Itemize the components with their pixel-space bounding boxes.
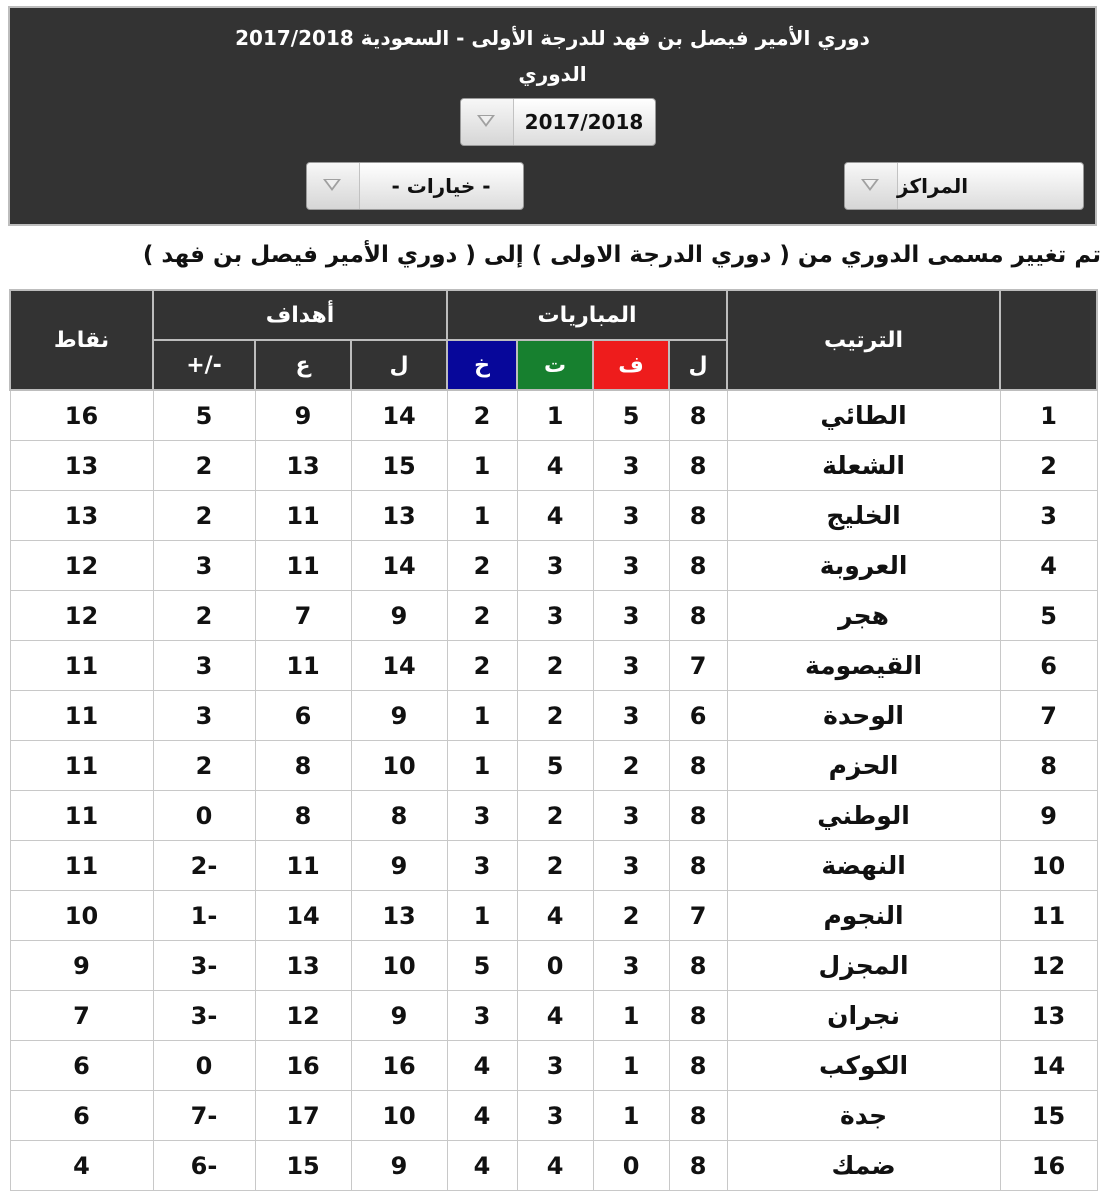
view-select[interactable] <box>844 162 1084 210</box>
played-header: ل <box>669 340 727 390</box>
team-name-cell: المجزل <box>727 941 1000 991</box>
drawn-cell: 3 <box>517 541 593 591</box>
table-row <box>10 991 1097 1041</box>
rank-header: الترتيب <box>727 290 1000 390</box>
goals-against-cell: 8 <box>255 791 351 841</box>
goals-against-cell: 13 <box>255 441 351 491</box>
lost-cell: 1 <box>447 691 517 741</box>
points-cell: 13 <box>10 441 153 491</box>
goal-diff-cell: -2 <box>153 841 255 891</box>
goal-diff-cell: 2 <box>153 491 255 541</box>
position-cell: 6 <box>1000 641 1097 691</box>
goals-for-cell: 10 <box>351 741 447 791</box>
table-row <box>10 1041 1097 1091</box>
standings-body <box>10 390 1097 1191</box>
drawn-cell: 2 <box>517 841 593 891</box>
points-cell: 13 <box>10 491 153 541</box>
team-name-cell: جدة <box>727 1091 1000 1141</box>
table-header-row <box>10 290 1097 340</box>
view-select-value: المراكز <box>897 174 969 198</box>
drawn-cell: 2 <box>517 691 593 741</box>
position-cell: 11 <box>1000 891 1097 941</box>
goal-diff-cell: 3 <box>153 691 255 741</box>
lost-cell: 1 <box>447 741 517 791</box>
lost-cell: 1 <box>447 891 517 941</box>
won-cell: 2 <box>593 741 669 791</box>
goals-for-cell: 9 <box>351 691 447 741</box>
lost-cell: 2 <box>447 541 517 591</box>
won-cell: 5 <box>593 390 669 441</box>
goals-for-cell: 9 <box>351 1141 447 1191</box>
team-name-cell: العروبة <box>727 541 1000 591</box>
lost-cell: 4 <box>447 1041 517 1091</box>
goals-against-cell: 15 <box>255 1141 351 1191</box>
options-select[interactable] <box>306 162 524 210</box>
goals-for-cell: 13 <box>351 491 447 541</box>
won-cell: 3 <box>593 691 669 741</box>
points-cell: 7 <box>10 991 153 1041</box>
played-cell: 7 <box>669 891 727 941</box>
goal-diff-cell: 0 <box>153 1041 255 1091</box>
goals-for-cell: 16 <box>351 1041 447 1091</box>
played-cell: 8 <box>669 841 727 891</box>
season-select-arrow[interactable] <box>461 99 514 145</box>
won-cell: 3 <box>593 791 669 841</box>
points-cell: 6 <box>10 1041 153 1091</box>
goals-for-header: ل <box>351 340 447 390</box>
goal-diff-cell: -7 <box>153 1091 255 1141</box>
goal-diff-cell: -3 <box>153 941 255 991</box>
table-row <box>10 641 1097 691</box>
played-cell: 8 <box>669 941 727 991</box>
position-cell: 2 <box>1000 441 1097 491</box>
goals-for-cell: 15 <box>351 441 447 491</box>
position-cell: 8 <box>1000 741 1097 791</box>
played-cell: 8 <box>669 441 727 491</box>
won-header: ف <box>593 340 669 390</box>
table-row <box>10 1141 1097 1191</box>
position-cell: 5 <box>1000 591 1097 641</box>
played-cell: 8 <box>669 791 727 841</box>
played-cell: 8 <box>669 1091 727 1141</box>
goals-for-cell: 10 <box>351 1091 447 1141</box>
won-cell: 0 <box>593 1141 669 1191</box>
goals-for-cell: 9 <box>351 991 447 1041</box>
table-row <box>10 1091 1097 1141</box>
chevron-down-icon <box>477 115 495 127</box>
section-title: الدوري <box>518 62 587 86</box>
drawn-cell: 0 <box>517 941 593 991</box>
goal-diff-cell: 2 <box>153 591 255 641</box>
league-rename-notice: تم تغيير مسمى الدوري من ( دوري الدرجة الاولى ) إلى ( دوري الأمير فيصل بن فهد ) <box>142 242 1101 268</box>
points-cell: 11 <box>10 841 153 891</box>
matches-header: المباريات <box>447 290 727 340</box>
team-name-cell: نجران <box>727 991 1000 1041</box>
lost-cell: 1 <box>447 491 517 541</box>
team-name-cell: الحزم <box>727 741 1000 791</box>
goal-diff-cell: 5 <box>153 390 255 441</box>
goals-against-cell: 11 <box>255 641 351 691</box>
points-cell: 11 <box>10 791 153 841</box>
table-row <box>10 891 1097 941</box>
table-row <box>10 791 1097 841</box>
points-cell: 6 <box>10 1091 153 1141</box>
lost-cell: 4 <box>447 1091 517 1141</box>
points-cell: 16 <box>10 390 153 441</box>
drawn-cell: 5 <box>517 741 593 791</box>
chevron-down-icon <box>323 179 341 191</box>
goal-diff-cell: -1 <box>153 891 255 941</box>
won-cell: 1 <box>593 1091 669 1141</box>
points-cell: 11 <box>10 741 153 791</box>
goal-diff-cell: 3 <box>153 641 255 691</box>
goal-diff-cell: -6 <box>153 1141 255 1191</box>
goals-for-cell: 9 <box>351 841 447 891</box>
team-name-cell: ضمك <box>727 1141 1000 1191</box>
drawn-cell: 1 <box>517 390 593 441</box>
team-name-cell: الكوكب <box>727 1041 1000 1091</box>
drawn-cell: 4 <box>517 441 593 491</box>
goals-for-cell: 13 <box>351 891 447 941</box>
points-cell: 11 <box>10 691 153 741</box>
options-select-value: - خيارات - <box>391 174 491 198</box>
lost-cell: 1 <box>447 441 517 491</box>
team-name-cell: النهضة <box>727 841 1000 891</box>
points-header: نقاط <box>10 290 153 390</box>
points-cell: 9 <box>10 941 153 991</box>
goal-diff-cell: 3 <box>153 541 255 591</box>
lost-cell: 2 <box>447 591 517 641</box>
team-name-cell: الوطني <box>727 791 1000 841</box>
goals-against-cell: 17 <box>255 1091 351 1141</box>
won-cell: 1 <box>593 1041 669 1091</box>
lost-cell: 3 <box>447 791 517 841</box>
position-cell: 12 <box>1000 941 1097 991</box>
lost-header: خ <box>447 340 517 390</box>
drawn-cell: 4 <box>517 1141 593 1191</box>
team-name-cell: الشعلة <box>727 441 1000 491</box>
goals-for-cell: 9 <box>351 591 447 641</box>
team-name-cell: الطائي <box>727 390 1000 441</box>
points-cell: 11 <box>10 641 153 691</box>
goals-against-cell: 11 <box>255 841 351 891</box>
played-cell: 7 <box>669 641 727 691</box>
position-cell: 14 <box>1000 1041 1097 1091</box>
position-header <box>1000 290 1097 390</box>
goal-diff-cell: 0 <box>153 791 255 841</box>
played-cell: 8 <box>669 591 727 641</box>
drawn-cell: 2 <box>517 641 593 691</box>
won-cell: 3 <box>593 941 669 991</box>
won-cell: 1 <box>593 991 669 1041</box>
won-cell: 3 <box>593 441 669 491</box>
played-cell: 8 <box>669 991 727 1041</box>
position-cell: 10 <box>1000 841 1097 891</box>
played-cell: 8 <box>669 390 727 441</box>
drawn-cell: 3 <box>517 1091 593 1141</box>
goals-against-cell: 13 <box>255 941 351 991</box>
goals-header: أهداف <box>153 290 447 340</box>
goals-against-cell: 12 <box>255 991 351 1041</box>
played-cell: 8 <box>669 741 727 791</box>
drawn-cell: 4 <box>517 891 593 941</box>
goals-against-cell: 11 <box>255 541 351 591</box>
team-name-cell: هجر <box>727 591 1000 641</box>
won-cell: 3 <box>593 591 669 641</box>
table-row <box>10 541 1097 591</box>
position-cell: 4 <box>1000 541 1097 591</box>
team-name-cell: النجوم <box>727 891 1000 941</box>
season-select-value: 2017/2018 <box>524 110 644 134</box>
goals-against-cell: 16 <box>255 1041 351 1091</box>
table-row <box>10 691 1097 741</box>
lost-cell: 3 <box>447 991 517 1041</box>
drawn-header: ت <box>517 340 593 390</box>
table-row <box>10 441 1097 491</box>
goal-diff-cell: 2 <box>153 441 255 491</box>
goals-for-cell: 8 <box>351 791 447 841</box>
played-cell: 8 <box>669 1141 727 1191</box>
won-cell: 3 <box>593 491 669 541</box>
lost-cell: 2 <box>447 390 517 441</box>
chevron-down-icon <box>861 179 879 191</box>
view-select-arrow[interactable] <box>845 163 898 209</box>
team-name-cell: الخليج <box>727 491 1000 541</box>
drawn-cell: 2 <box>517 791 593 841</box>
table-row <box>10 591 1097 641</box>
played-cell: 8 <box>669 541 727 591</box>
played-cell: 8 <box>669 1041 727 1091</box>
lost-cell: 2 <box>447 641 517 691</box>
goals-for-cell: 10 <box>351 941 447 991</box>
goal-diff-cell: -3 <box>153 991 255 1041</box>
won-cell: 3 <box>593 541 669 591</box>
table-row <box>10 941 1097 991</box>
position-cell: 7 <box>1000 691 1097 741</box>
options-select-arrow[interactable] <box>307 163 360 209</box>
goals-against-cell: 6 <box>255 691 351 741</box>
goals-for-cell: 14 <box>351 641 447 691</box>
drawn-cell: 4 <box>517 991 593 1041</box>
table-row <box>10 390 1097 441</box>
page-title: دوري الأمير فيصل بن فهد للدرجة الأولى - السعودية 2017/2018 <box>235 26 870 50</box>
position-cell: 3 <box>1000 491 1097 541</box>
points-cell: 12 <box>10 591 153 641</box>
goals-against-cell: 11 <box>255 491 351 541</box>
points-cell: 10 <box>10 891 153 941</box>
drawn-cell: 4 <box>517 491 593 541</box>
points-cell: 12 <box>10 541 153 591</box>
standings-table <box>9 289 1098 1191</box>
goals-against-header: ع <box>255 340 351 390</box>
played-cell: 6 <box>669 691 727 741</box>
table-row <box>10 741 1097 791</box>
goals-against-cell: 8 <box>255 741 351 791</box>
goals-against-cell: 9 <box>255 390 351 441</box>
won-cell: 3 <box>593 841 669 891</box>
lost-cell: 4 <box>447 1141 517 1191</box>
position-cell: 1 <box>1000 390 1097 441</box>
table-row <box>10 491 1097 541</box>
drawn-cell: 3 <box>517 1041 593 1091</box>
won-cell: 2 <box>593 891 669 941</box>
goal-diff-header: +/- <box>153 340 255 390</box>
played-cell: 8 <box>669 491 727 541</box>
points-cell: 4 <box>10 1141 153 1191</box>
table-row <box>10 841 1097 891</box>
won-cell: 3 <box>593 641 669 691</box>
team-name-cell: القيصومة <box>727 641 1000 691</box>
position-cell: 15 <box>1000 1091 1097 1141</box>
goals-against-cell: 14 <box>255 891 351 941</box>
goals-for-cell: 14 <box>351 390 447 441</box>
team-name-cell: الوحدة <box>727 691 1000 741</box>
position-cell: 9 <box>1000 791 1097 841</box>
lost-cell: 3 <box>447 841 517 891</box>
season-select[interactable] <box>460 98 656 146</box>
goal-diff-cell: 2 <box>153 741 255 791</box>
position-cell: 16 <box>1000 1141 1097 1191</box>
drawn-cell: 3 <box>517 591 593 641</box>
position-cell: 13 <box>1000 991 1097 1041</box>
lost-cell: 5 <box>447 941 517 991</box>
goals-against-cell: 7 <box>255 591 351 641</box>
goals-for-cell: 14 <box>351 541 447 591</box>
header-panel <box>8 6 1097 226</box>
